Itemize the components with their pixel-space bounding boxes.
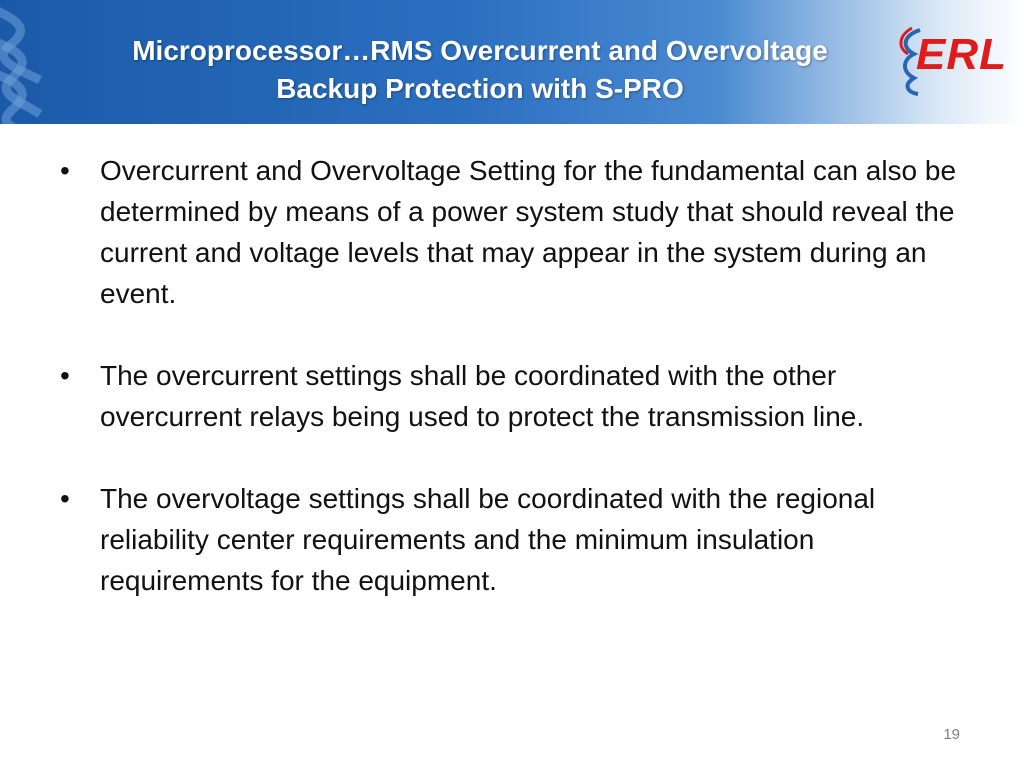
slide-header — [0, 0, 1024, 124]
bullet-text: The overcurrent settings shall be coordinated with the other overcurrent relays being used to protect the transmission line. — [100, 360, 865, 432]
bullet-text: The overvoltage settings shall be coordinated with the regional reliability center requirements and the minimum insulation requirements for the equipment. — [100, 483, 876, 596]
bullet-marker: • — [60, 360, 70, 391]
bullet-list — [58, 150, 978, 642]
bullet-marker: • — [60, 483, 70, 514]
bullet-text: Overcurrent and Overvoltage Setting for the fundamental can also be determined by means of a power system study that should reveal the current and voltage levels that may appear in the system during an event. — [100, 155, 957, 309]
slide-title — [50, 32, 910, 108]
erl-logo — [896, 26, 1008, 98]
bullet-item — [58, 478, 978, 601]
bullet-item — [58, 355, 978, 437]
bullet-item — [58, 150, 978, 314]
page-number: 19 — [943, 726, 960, 743]
title-line-1: Microprocessor…RMS Overcurrent and Overvoltage — [132, 35, 828, 66]
bullet-marker: • — [60, 155, 70, 186]
logo-text: ERL — [916, 30, 1007, 79]
title-line-2: Backup Protection with S-PRO — [276, 73, 684, 104]
